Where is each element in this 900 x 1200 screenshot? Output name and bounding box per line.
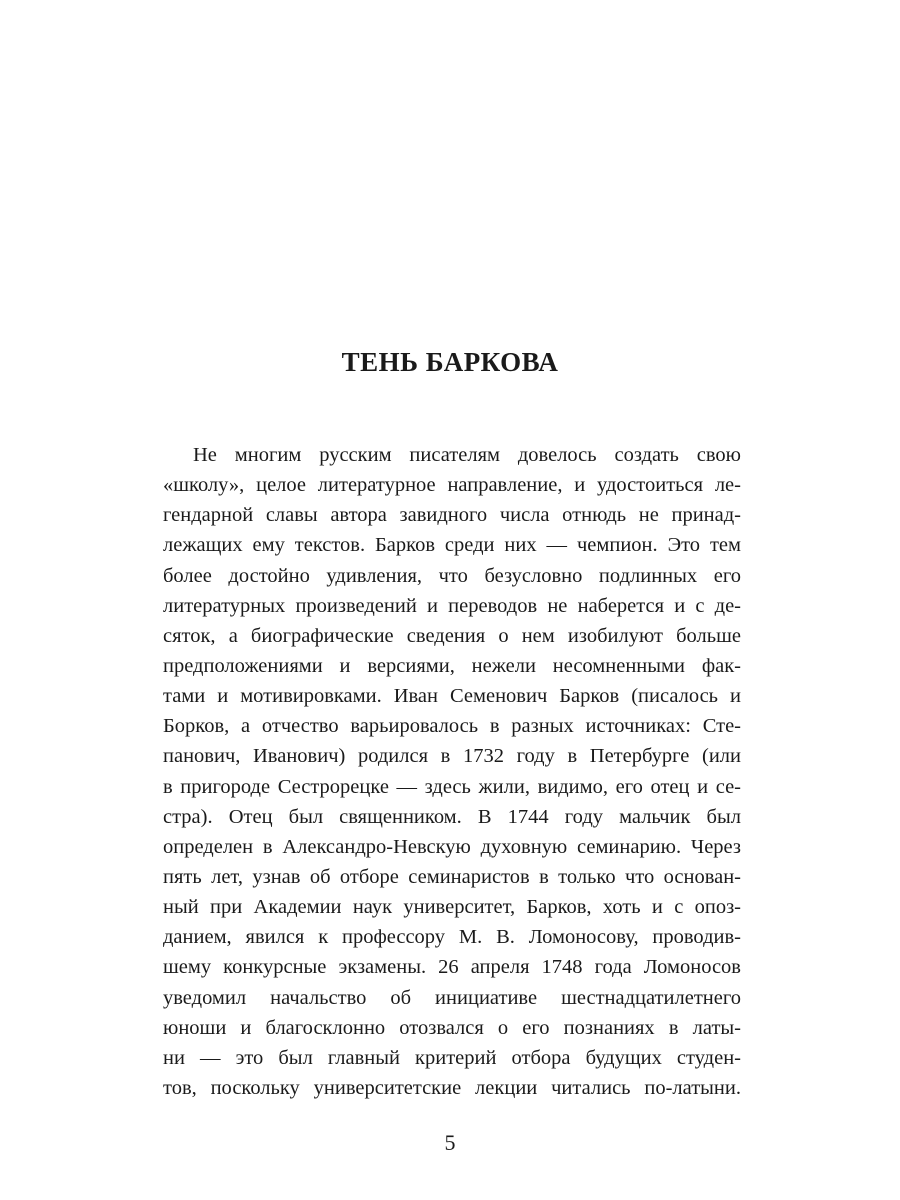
text-line: сяток, а биографические сведения о нем изобилуют больше <box>163 624 741 647</box>
text-line: Борков, а отчество варьировалось в разных источниках: Сте- <box>163 715 741 738</box>
body-paragraph <box>163 440 741 1103</box>
text-line: уведомил начальство об инициативе шестнадцатилетнего <box>163 986 741 1009</box>
page-number: 5 <box>444 1130 456 1155</box>
chapter-title: ТЕНЬ БАРКОВА <box>341 347 559 377</box>
text-line: тов, поскольку университетские лекции читались по-латыни. <box>163 1076 741 1099</box>
text-line: пять лет, узнав об отборе семинаристов в только что основан- <box>163 865 741 888</box>
text-line: определен в Александро-Невскую духовную семинарию. Через <box>163 835 741 858</box>
text-line: гендарной славы автора завидного числа отнюдь не принад- <box>163 504 741 527</box>
text-line: стра). Отец был священником. В 1744 году мальчик был <box>163 805 741 828</box>
text-line: данием, явился к профессору М. В. Ломоносову, проводив- <box>163 926 741 949</box>
text-line: лежащих ему текстов. Барков среди них — чемпион. Это тем <box>163 534 741 557</box>
text-line: литературных произведений и переводов не наберется и с де- <box>163 594 741 617</box>
text-line: более достойно удивления, что безусловно подлинных его <box>163 564 741 587</box>
text-line: юноши и благосклонно отозвался о его познаниях в латы- <box>163 1016 741 1039</box>
text-line: в пригороде Сестрорецке — здесь жили, видимо, его отец и се- <box>163 775 741 798</box>
text-line: шему конкурсные экзамены. 26 апреля 1748 года Ломоносов <box>163 956 741 979</box>
text-line: панович, Иванович) родился в 1732 году в Петербурге (или <box>163 745 741 768</box>
text-line: «школу», целое литературное направление, и удостоиться ле- <box>163 474 741 497</box>
text-line: ный при Академии наук университет, Барков, хоть и с опоз- <box>163 896 741 919</box>
text-line: Не многим русским писателям довелось создать свою <box>193 444 741 466</box>
text-line: ни — это был главный критерий отбора будущих студен- <box>163 1046 741 1069</box>
text-line: тами и мотивировками. Иван Семенович Барков (писалось и <box>163 685 741 708</box>
text-line: предположениями и версиями, нежели несомненными фак- <box>163 654 741 677</box>
